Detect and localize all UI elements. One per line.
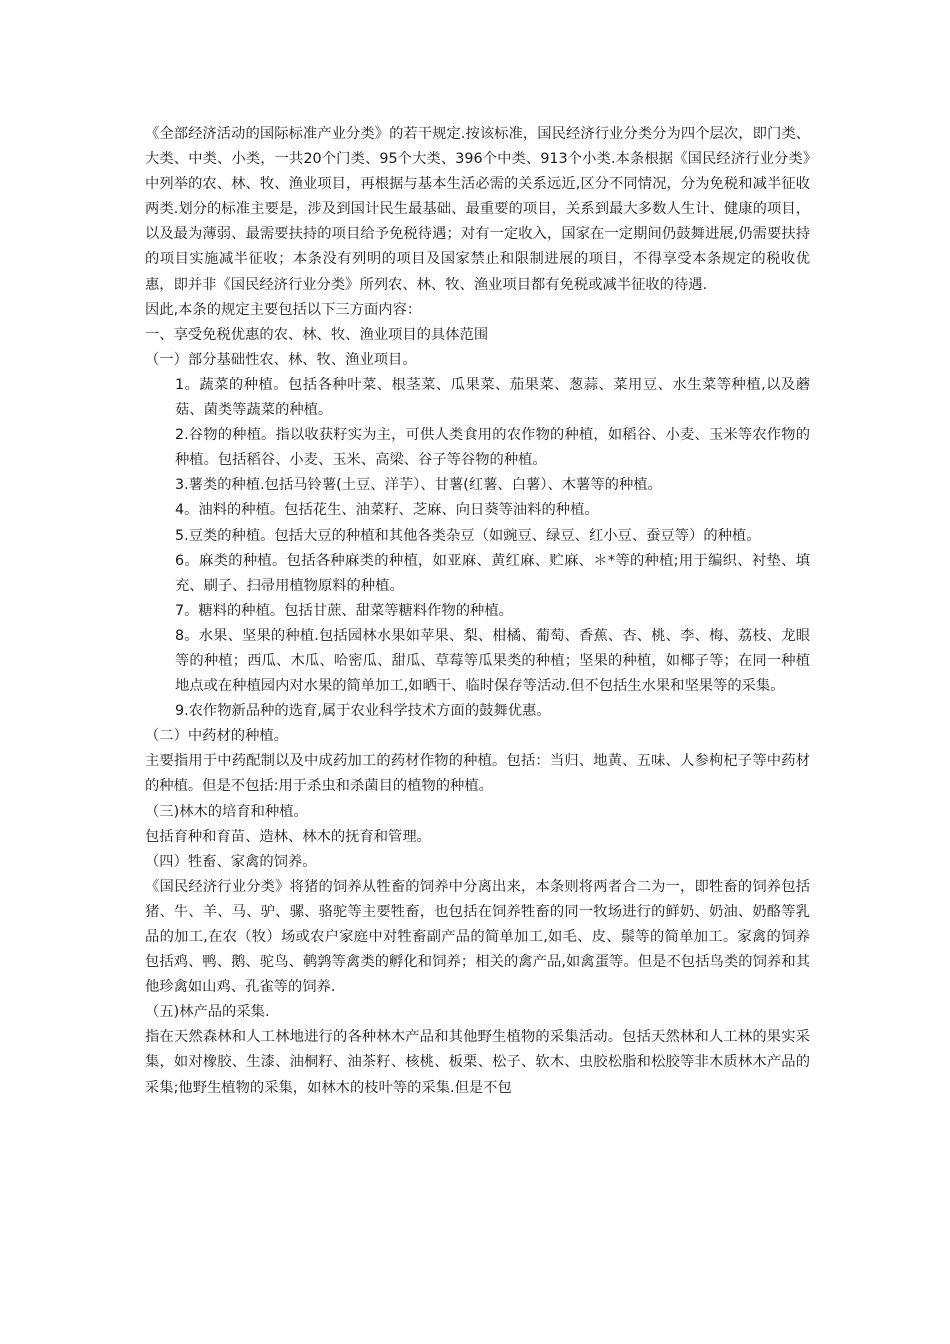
subsection-body-5: 指在天然森林和人工林地进行的各种林木产品和其他野生植物的采集活动。包括天然林和人工林的果实采集，如对橡胶、生漆、油桐籽、油茶籽、核桃、板栗、松子、软木、虫胶松脂和松胶等非木质林木产品的采集;他野生植物的采集，如林木的枝叶等的采集.但是不包 xyxy=(145,1029,810,1096)
list-item: 8。水果、坚果的种植.包括园林水果如苹果、梨、柑橘、葡萄、香蕉、杏、桃、李、梅、荔枝、龙眼等的种植；西瓜、木瓜、哈密瓜、甜瓜、草莓等瓜果类的种植；坚果的种植，如椰子等；在同一种植地点或在种植园内对水果的简单加工,如晒干、临时保存等活动.但不包括生水果和坚果等的采集。 xyxy=(175,627,810,695)
subsection-heading-4: （四）牲畜、家禽的饲养。 xyxy=(145,853,317,870)
list-item: 1。蔬菜的种植。包括各种叶菜、根茎菜、瓜果菜、茄果菜、葱蒜、菜用豆、水生菜等种植,以及蘑菇、菌类等蔬菜的种植。 xyxy=(175,376,810,419)
subsection-heading-2: （二）中药材的种植。 xyxy=(145,728,288,745)
document-body xyxy=(145,122,810,1101)
subsection-body-4: 《国民经济行业分类》将猪的饲养从牲畜的饲养中分离出来，本条则将两者合二为一，即牲畜的饲养包括猪、牛、羊、马、驴、骡、骆驼等主要牲畜，也包括在饲养牲畜的同一牧场进行的鲜奶、奶油、奶酪等乳品的加工,在农（牧）场或农户家庭中对牲畜副产品的简单加工,如毛、皮、鬃等的简单加工。家禽的饲养包括鸡、鸭、鹅、驼鸟、鹌鹑等禽类的孵化和饲养；相关的禽产品,如禽蛋等。但是不包括鸟类的饲养和其他珍禽如山鸡、孔雀等的饲养. xyxy=(145,878,810,996)
subsection-heading-5: （五)林产品的采集. xyxy=(145,1004,270,1021)
subsection-heading-3: （三)林木的培育和种植。 xyxy=(145,803,308,820)
subsection-body-2: 主要指用于中药配制以及中成药加工的药材作物的种植。包括：当归、地黄、五味、人参枸杞子等中药材的种植。但是不包括:用于杀虫和杀菌目的植物的种植。 xyxy=(145,753,810,795)
subsection-heading-1: （一）部分基础性农、林、牧、渔业项目。 xyxy=(145,351,417,368)
list-item: 3.薯类的种植.包括马铃薯(土豆、洋芋）、甘薯(红薯、白薯）、木薯等的种植。 xyxy=(175,477,662,494)
list-item: 5.豆类的种植。包括大豆的种植和其他各类杂豆（如豌豆、绿豆、红小豆、蚕豆等）的种植。 xyxy=(175,527,761,544)
list-item: 6。麻类的种植。包括各种麻类的种植，如亚麻、黄红麻、贮麻、＊*等的种植;用于编织、衬垫、填充、刷子、扫帚用植物原料的种植。 xyxy=(175,552,810,594)
subsection-body-3: 包括育种和育苗、造林、林木的抚育和管理。 xyxy=(145,828,431,845)
list-item: 2.谷物的种植。指以收获籽实为主，可供人类食用的农作物的种植，如稻谷、小麦、玉米等农作物的种植。包括稻谷、小麦、玉米、高梁、谷子等谷物的种植。 xyxy=(175,427,810,469)
list-item: 4。油料的种植。包括花生、油菜籽、芝麻、向日葵等油料的种植。 xyxy=(175,502,599,519)
intro-paragraph: 《全部经济活动的国际标准产业分类》的若干规定.按该标准，国民经济行业分类分为四个层次，即门类、大类、中类、小类，一共20个门类、95个大类、396个中类、913个小类.本条根据《国民经济行业分类》中列举的农、林、牧、渔业项目，再根据与基本生活必需的关系远近,区分不同情况，分为免税和减半征收两类.划分的标准主要是，涉及到国计民生最基础、最重要的项目，关系到最大多数人生计、健康的项目，以及最为薄弱、最需要扶持的项目给予免税待遇；对有一定收入，国家在一定期间仍鼓舞进展,仍需要扶持的项目实施减半征收；本条没有列明的项目及国家禁止和限制进展的项目，不得享受本条规定的税收优惠，即并非《国民经济行业分类》所列农、林、牧、渔业项目都有免税或减半征收的待遇. xyxy=(145,126,810,293)
list-item: 7。糖料的种植。包括甘蔗、甜菜等糖料作物的种植。 xyxy=(175,602,513,619)
list-item: 9.农作物新品种的选育,属于农业科学技术方面的鼓舞优惠。 xyxy=(175,703,551,720)
section-heading-1: 一、享受免税优惠的农、林、牧、渔业项目的具体范围 xyxy=(145,326,489,343)
intro-summary: 因此,本条的规定主要包括以下三方面内容： xyxy=(145,301,422,318)
